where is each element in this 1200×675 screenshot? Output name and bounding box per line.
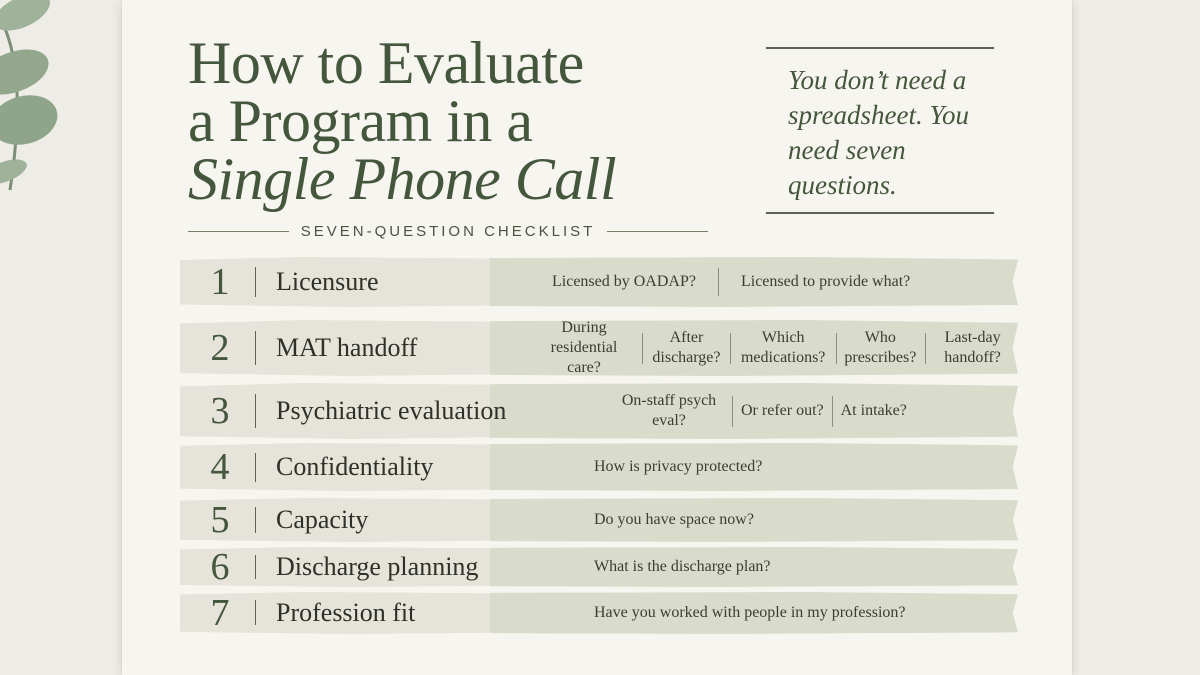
checklist-row [180,383,1020,439]
checklist-subtitle [188,220,708,242]
question-text: During residential care? [550,319,618,376]
subtitle-text: SEVEN-QUESTION CHECKLIST [300,222,596,240]
question-text: Last-day handoff? [944,329,1001,366]
row-questions [582,547,783,587]
question-text: Which medications? [740,329,826,366]
row-divider [255,600,256,625]
checklist-row [180,257,1020,307]
checklist-row [180,547,1020,587]
row-label: MAT handoff [276,333,418,362]
row-divider [255,453,256,482]
row-number: 6 [210,546,230,588]
row-number: 5 [210,499,230,541]
subtitle-right-rule [607,231,708,232]
row-divider [255,394,256,428]
row-number: 7 [210,592,230,634]
row-divider [255,267,256,297]
checklist-row [180,443,1020,491]
row-label: Profession fit [276,598,416,627]
row-number: 2 [210,327,230,369]
row-number: 1 [210,261,230,303]
row-label: Discharge planning [276,552,479,581]
question-text: Licensed by OADAP? [552,273,696,290]
eucalyptus-leaves-icon [0,0,80,200]
question-text: Have you worked with people in my profession? [594,604,906,621]
question-text: Do you have space now? [594,511,754,528]
title-line-1: How to Evaluate [188,30,584,96]
title-line-3: Single Phone Call [188,146,617,212]
question-text: At intake? [840,402,907,419]
question-text: Or refer out? [741,402,824,419]
question-text: On-staff psych eval? [621,392,717,429]
row-divider [255,507,256,533]
row-divider [255,331,256,365]
tagline-bottom-rule [766,212,994,214]
question-text: After discharge? [652,329,721,366]
tagline-top-rule [766,47,994,49]
checklist-row [180,320,1020,376]
row-divider [255,555,256,579]
question-text: What is the discharge plan? [594,558,771,575]
question-text: How is privacy protected? [594,458,763,475]
checklist-card [122,0,1072,675]
title-line-2: a Program in a [188,88,533,154]
row-number: 4 [210,446,230,488]
row-questions [606,383,915,439]
tagline: You don’t need a spreadsheet. You need seven questions. [788,65,970,200]
row-questions [582,498,766,542]
row-questions [530,257,932,307]
row-label: Licensure [276,267,379,296]
question-text: Licensed to provide what? [740,273,911,290]
row-label: Capacity [276,505,369,534]
row-questions [526,320,1020,376]
row-label: Confidentiality [276,452,434,481]
row-label: Psychiatric evaluation [276,396,507,425]
row-number: 3 [210,390,230,432]
subtitle-left-rule [188,231,289,232]
page-title [188,30,617,212]
row-questions [582,592,917,634]
row-questions [582,443,774,491]
checklist-row [180,498,1020,542]
question-text: Who prescribes? [844,329,917,366]
checklist-row [180,592,1020,634]
